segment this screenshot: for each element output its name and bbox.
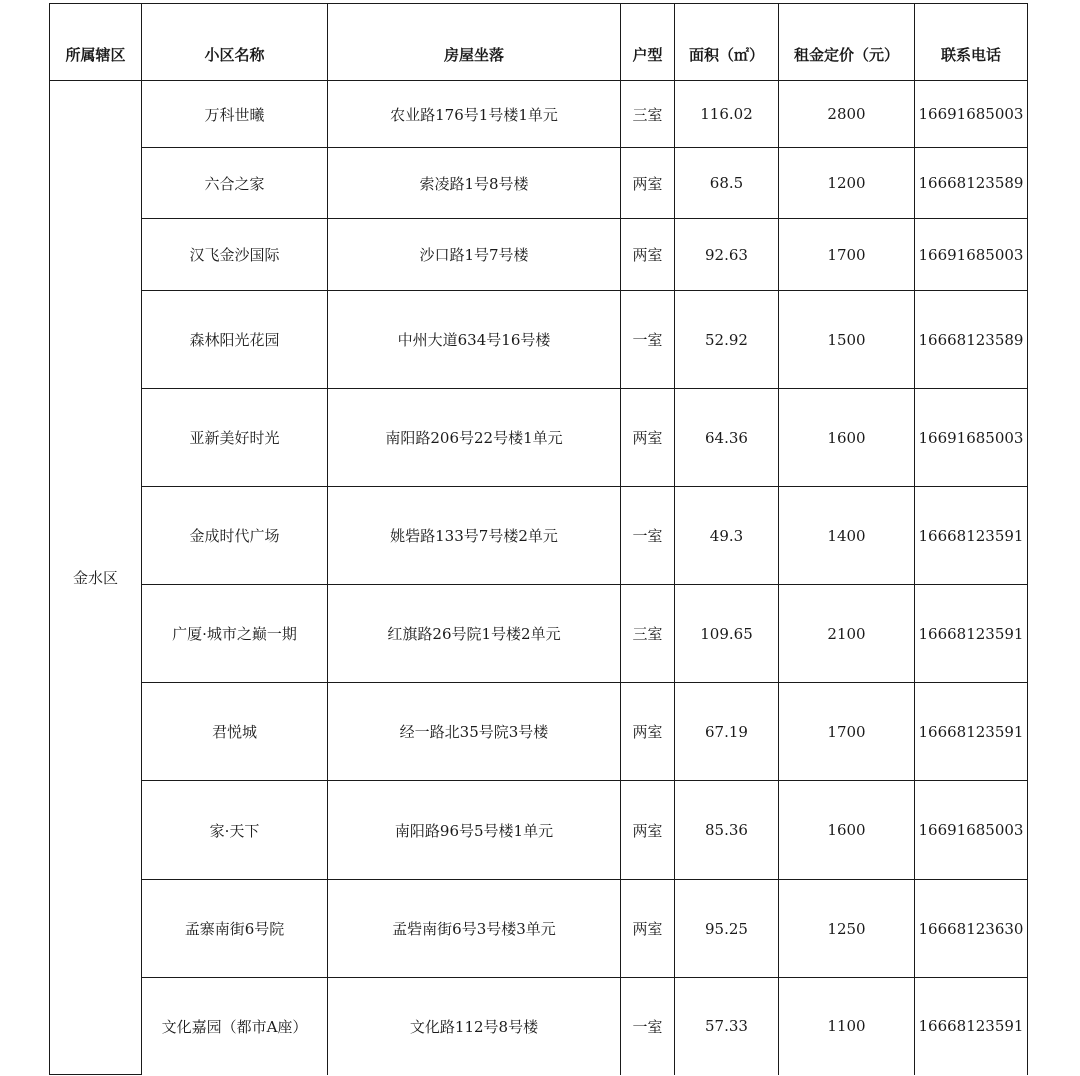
rent-cell: 1700 — [779, 219, 915, 291]
layout-cell: 一室 — [621, 487, 675, 585]
rent-cell: 2800 — [779, 81, 915, 148]
table-row — [50, 219, 1028, 291]
phone-cell: 16691685003 — [915, 781, 1028, 880]
area-cell: 116.02 — [675, 81, 779, 148]
rent-cell: 1400 — [779, 487, 915, 585]
table-row — [50, 683, 1028, 781]
table-row — [50, 291, 1028, 389]
address-cell: 南阳路96号5号楼1单元 — [328, 781, 621, 880]
layout-cell: 一室 — [621, 978, 675, 1075]
area-cell: 95.25 — [675, 880, 779, 978]
community-cell: 森林阳光花园 — [142, 291, 328, 389]
area-cell: 92.63 — [675, 219, 779, 291]
community-cell: 君悦城 — [142, 683, 328, 781]
phone-cell: 16668123589 — [915, 291, 1028, 389]
rent-cell: 1250 — [779, 880, 915, 978]
phone-cell: 16691685003 — [915, 219, 1028, 291]
rental-listing-table — [49, 3, 1028, 1075]
header-area: 面积（㎡） — [675, 4, 779, 81]
area-cell: 49.3 — [675, 487, 779, 585]
rent-cell: 2100 — [779, 585, 915, 683]
layout-cell: 两室 — [621, 219, 675, 291]
rent-cell: 1500 — [779, 291, 915, 389]
rent-cell: 1200 — [779, 148, 915, 219]
phone-cell: 16668123630 — [915, 880, 1028, 978]
phone-cell: 16668123591 — [915, 487, 1028, 585]
header-address: 房屋坐落 — [328, 4, 621, 81]
table-row — [50, 585, 1028, 683]
rent-cell: 1600 — [779, 781, 915, 880]
header-district: 所属辖区 — [50, 4, 142, 81]
address-cell: 中州大道634号16号楼 — [328, 291, 621, 389]
table-row — [50, 148, 1028, 219]
header-layout: 户型 — [621, 4, 675, 81]
table-row — [50, 781, 1028, 880]
community-cell: 孟寨南街6号院 — [142, 880, 328, 978]
address-cell: 南阳路206号22号楼1单元 — [328, 389, 621, 487]
address-cell: 经一路北35号院3号楼 — [328, 683, 621, 781]
area-cell: 64.36 — [675, 389, 779, 487]
layout-cell: 两室 — [621, 781, 675, 880]
table-row — [50, 389, 1028, 487]
layout-cell: 两室 — [621, 389, 675, 487]
area-cell: 109.65 — [675, 585, 779, 683]
address-cell: 文化路112号8号楼 — [328, 978, 621, 1075]
phone-cell: 16668123591 — [915, 683, 1028, 781]
community-cell: 文化嘉园（都市A座） — [142, 978, 328, 1075]
community-cell: 万科世曦 — [142, 81, 328, 148]
table-row — [50, 81, 1028, 148]
table-row — [50, 978, 1028, 1075]
layout-cell: 两室 — [621, 880, 675, 978]
header-row — [50, 4, 1028, 81]
rent-cell: 1700 — [779, 683, 915, 781]
header-community: 小区名称 — [142, 4, 328, 81]
layout-cell: 两室 — [621, 683, 675, 781]
community-cell: 汉飞金沙国际 — [142, 219, 328, 291]
rent-cell: 1100 — [779, 978, 915, 1075]
community-cell: 六合之家 — [142, 148, 328, 219]
phone-cell: 16668123591 — [915, 585, 1028, 683]
rent-cell: 1600 — [779, 389, 915, 487]
phone-cell: 16668123591 — [915, 978, 1028, 1075]
phone-cell: 16668123589 — [915, 148, 1028, 219]
community-cell: 亚新美好时光 — [142, 389, 328, 487]
area-cell: 67.19 — [675, 683, 779, 781]
area-cell: 68.5 — [675, 148, 779, 219]
table-row — [50, 487, 1028, 585]
phone-cell: 16691685003 — [915, 81, 1028, 148]
area-cell: 85.36 — [675, 781, 779, 880]
layout-cell: 一室 — [621, 291, 675, 389]
address-cell: 孟砦南街6号3号楼3单元 — [328, 880, 621, 978]
address-cell: 沙口路1号7号楼 — [328, 219, 621, 291]
community-cell: 广厦·城市之巅一期 — [142, 585, 328, 683]
area-cell: 52.92 — [675, 291, 779, 389]
phone-cell: 16691685003 — [915, 389, 1028, 487]
address-cell: 农业路176号1号楼1单元 — [328, 81, 621, 148]
header-phone: 联系电话 — [915, 4, 1028, 81]
district-cell: 金水区 — [50, 81, 142, 1075]
community-cell: 金成时代广场 — [142, 487, 328, 585]
address-cell: 索凌路1号8号楼 — [328, 148, 621, 219]
community-cell: 家·天下 — [142, 781, 328, 880]
header-rent: 租金定价（元） — [779, 4, 915, 81]
layout-cell: 三室 — [621, 585, 675, 683]
table-row — [50, 880, 1028, 978]
layout-cell: 两室 — [621, 148, 675, 219]
area-cell: 57.33 — [675, 978, 779, 1075]
address-cell: 姚砦路133号7号楼2单元 — [328, 487, 621, 585]
layout-cell: 三室 — [621, 81, 675, 148]
address-cell: 红旗路26号院1号楼2单元 — [328, 585, 621, 683]
